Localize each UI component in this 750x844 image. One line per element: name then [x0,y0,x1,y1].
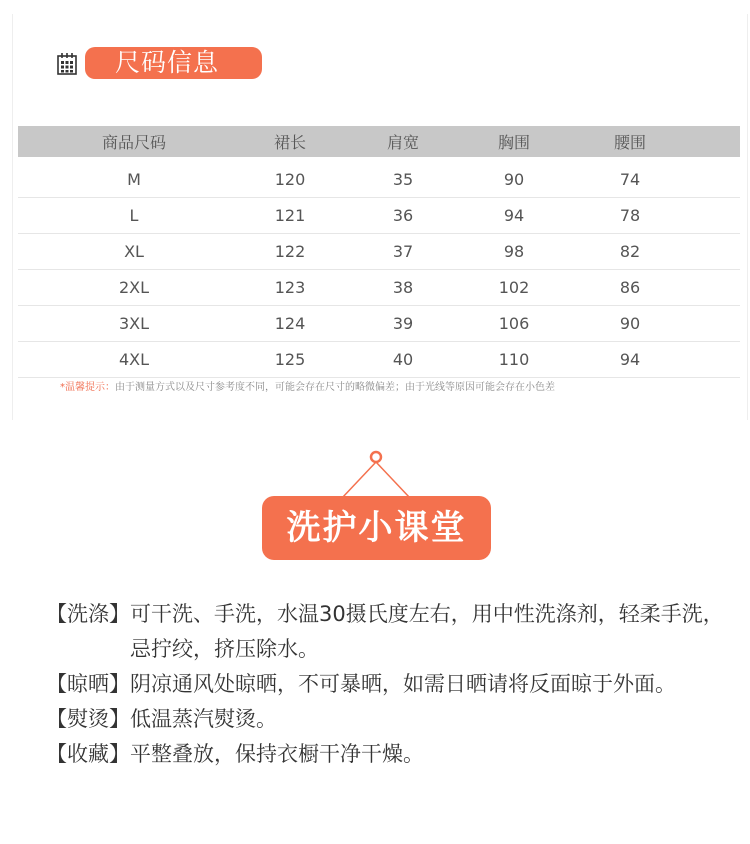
column-header: 胸围 [497,133,530,152]
table-cell: 74 [619,170,641,189]
table-cell: 106 [498,314,530,333]
table-cell: 123 [274,278,306,297]
table-cell: 90 [503,170,525,189]
care-label: 【熨烫】 [46,707,130,731]
table-header-row [18,126,740,157]
column-header: 商品尺码 [101,133,166,152]
care-label: 【晾晒】 [46,672,130,696]
column-header: 腰围 [613,133,646,152]
table-cell: L [129,206,139,225]
table-cell: 2XL [118,278,150,297]
table-cell: 90 [619,314,641,333]
table-cell: XL [124,242,144,261]
care-text: 阴凉通风处晾晒，不可暴晒，如需日晒请将反面晾于外面。 [130,672,676,696]
table-cell: 40 [392,350,414,369]
table-cell: 98 [503,242,525,261]
column-header: 裙长 [273,133,306,152]
note-label: *温馨提示： [60,382,115,393]
care-instructions [46,597,726,772]
care-label: 【洗涤】 [46,602,130,626]
table-cell: 36 [392,206,414,225]
care-text: 可干洗、手洗，水温30摄氏度左右，用中性洗涤剂，轻柔手洗，忌拧绞，挤压除水。 [130,602,724,661]
table-cell: 120 [274,170,306,189]
care-text: 平整叠放，保持衣橱干净干燥。 [130,742,424,766]
table-cell: 4XL [118,350,150,369]
table-cell: 94 [503,206,525,225]
table-cell: 39 [392,314,414,333]
hanger-icon [338,448,414,500]
table-cell: 124 [274,314,306,333]
size-info-title: 尺码信息 [85,47,262,79]
care-item-wash [46,597,726,667]
table-cell: 38 [392,278,414,297]
table-row [18,162,740,198]
table-row [18,306,740,342]
table-cell: M [127,170,141,189]
table-cell: 110 [498,350,530,369]
column-header: 肩宽 [386,133,419,152]
table-cell: 37 [392,242,414,261]
table-cell: 78 [619,206,641,225]
care-label: 【收藏】 [46,742,130,766]
care-item-storage [46,737,726,772]
table-cell: 125 [274,350,306,369]
care-item-iron [46,702,726,737]
table-cell: 86 [619,278,641,297]
table-row [18,234,740,270]
note-text: 由于测量方式以及尺寸参考度不同，可能会存在尺寸的略微偏差；由于光线等原因可能会存在小色差 [115,382,555,393]
care-item-dry [46,667,726,702]
table-row [18,342,740,378]
table-cell: 35 [392,170,414,189]
care-course-title: 洗护小课堂 [262,496,491,560]
table-cell: 3XL [118,314,150,333]
table-cell: 121 [274,206,306,225]
table-cell: 122 [274,242,306,261]
table-cell: 82 [619,242,641,261]
size-note [60,378,555,393]
table-row [18,270,740,306]
table-row [18,198,740,234]
size-table [18,126,740,378]
calendar-icon [57,53,77,75]
table-cell: 94 [619,350,641,369]
care-text: 低温蒸汽熨烫。 [130,707,277,731]
table-cell: 102 [498,278,530,297]
